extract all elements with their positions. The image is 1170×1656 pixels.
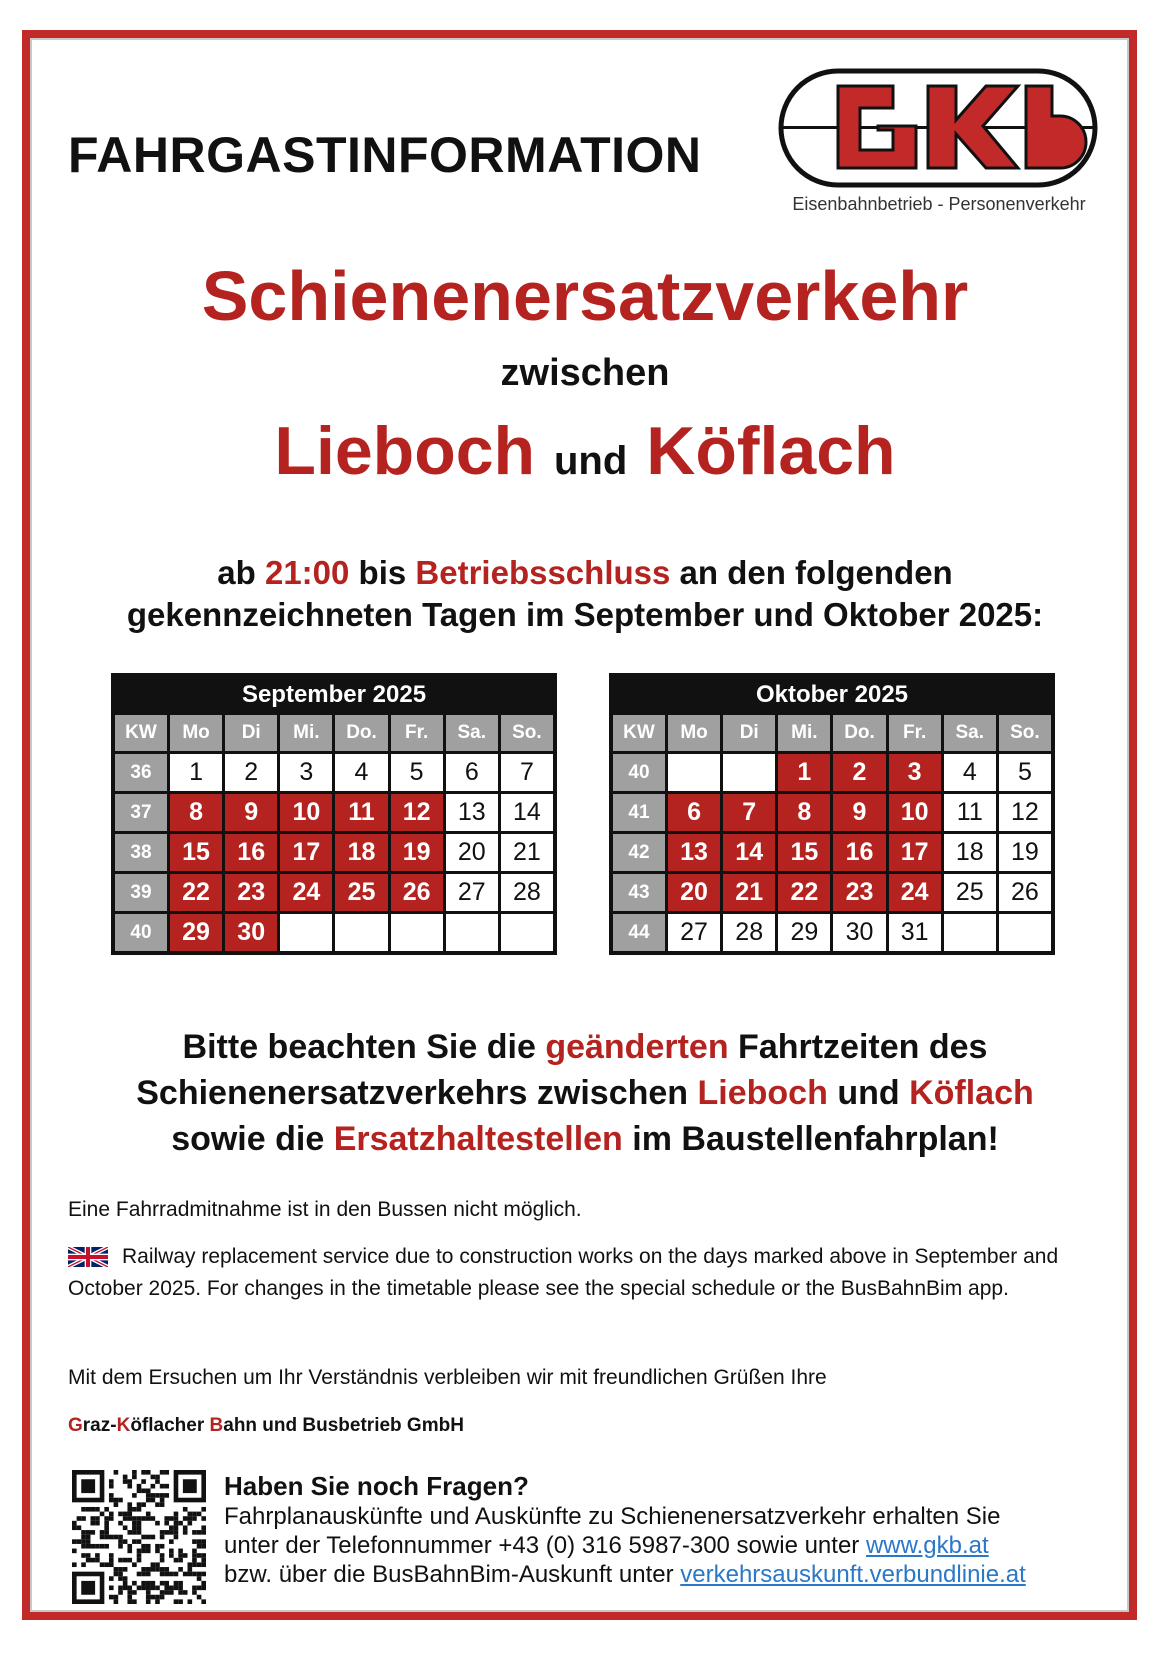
- gkb-link[interactable]: www.gkb.at: [865, 1532, 989, 1559]
- calendar-header-cell: Fr.: [391, 715, 443, 751]
- calendar-header-cell: Do.: [833, 715, 885, 751]
- calendar-day: 5: [999, 754, 1051, 791]
- calendar-day: 4: [335, 754, 387, 791]
- notice-text: [0, 1024, 1170, 1162]
- calendar-day: 31: [889, 914, 941, 951]
- qr-code-icon[interactable]: [72, 1470, 206, 1604]
- company-raz: raz-: [82, 1415, 117, 1436]
- calendar-day: 13: [446, 794, 498, 831]
- calendar-day: 28: [723, 914, 775, 951]
- calendar-day-marked: 18: [335, 834, 387, 871]
- contact-question: Haben Sie noch Fragen?: [224, 1471, 529, 1501]
- calendar-header-cell: KW: [115, 715, 167, 751]
- calendar-grid: [611, 715, 1053, 953]
- contact-block: [224, 1470, 1124, 1589]
- calendar-day: [944, 914, 996, 951]
- calendar-day-marked: 6: [668, 794, 720, 831]
- calendar-day: 12: [999, 794, 1051, 831]
- calendar-day-marked: 14: [723, 834, 775, 871]
- calendar-day-marked: 12: [391, 794, 443, 831]
- contact-line3: bzw. über die BusBahnBim-Auskunft unter: [224, 1561, 674, 1588]
- calendar-week-number: 39: [115, 874, 167, 911]
- logo-subtitle: Eisenbahnbetrieb - Personenverkehr: [792, 194, 1086, 214]
- calendar-day-marked: 29: [170, 914, 222, 951]
- calendar-day: 7: [501, 754, 553, 791]
- calendar-header-cell: Sa.: [446, 715, 498, 751]
- from-place: Lieboch: [274, 413, 536, 489]
- timing-ab: ab: [217, 554, 256, 591]
- headline-main: Schienenersatzverkehr: [201, 257, 969, 335]
- calendar-day: [723, 754, 775, 791]
- timing-time: 21:00: [264, 554, 350, 591]
- calendar-day: [501, 914, 553, 951]
- calendar-day: 2: [225, 754, 277, 791]
- calendar-day-marked: 9: [225, 794, 277, 831]
- calendar-day: 20: [446, 834, 498, 871]
- calendar-day-marked: 24: [280, 874, 332, 911]
- company-oflacher: öflacher: [130, 1415, 205, 1436]
- calendar-day-marked: 10: [889, 794, 941, 831]
- calendar-day: [999, 914, 1051, 951]
- headline-places: [0, 412, 1170, 490]
- company-g: G: [68, 1415, 83, 1436]
- calendar-day: [391, 914, 443, 951]
- notice-l1c: Fahrtzeiten des: [738, 1028, 988, 1066]
- calendar-day-marked: 3: [889, 754, 941, 791]
- calendar-header-cell: Mi.: [778, 715, 830, 751]
- calendar-header-cell: Mo: [170, 715, 222, 751]
- calendar-day: [668, 754, 720, 791]
- notice-l2b: Lieboch: [697, 1074, 828, 1112]
- calendar-day-marked: 9: [833, 794, 885, 831]
- calendar-title: Oktober 2025: [755, 681, 909, 708]
- calendar-day: 25: [944, 874, 996, 911]
- calendar-day-marked: 10: [280, 794, 332, 831]
- calendar-day-marked: 22: [778, 874, 830, 911]
- calendar-day-marked: 16: [225, 834, 277, 871]
- calendar-day: [335, 914, 387, 951]
- calendar-day: 4: [944, 754, 996, 791]
- calendar-day: 19: [999, 834, 1051, 871]
- calendar-day-marked: 23: [225, 874, 277, 911]
- calendar-day-marked: 17: [889, 834, 941, 871]
- timing-text: [0, 552, 1170, 636]
- calendar-title: September 2025: [241, 681, 427, 708]
- calendar-day-marked: 15: [778, 834, 830, 871]
- company-b: B: [209, 1415, 224, 1436]
- company-name: [68, 1415, 464, 1437]
- calendar-header-cell: Sa.: [944, 715, 996, 751]
- calendar-week-number: 40: [115, 914, 167, 951]
- contact-line1: Fahrplanauskünfte und Auskünfte zu Schienenersatzverkehr erhalten Sie: [224, 1503, 1001, 1530]
- calendar-day-marked: 22: [170, 874, 222, 911]
- calendar-day-marked: 24: [889, 874, 941, 911]
- notice-l2d: Köflach: [909, 1074, 1034, 1112]
- calendar-october: [609, 673, 1055, 955]
- calendar-header-cell: Mi.: [280, 715, 332, 751]
- calendar-header-cell: Do.: [335, 715, 387, 751]
- calendar-day-marked: 17: [280, 834, 332, 871]
- calendar-day-marked: 26: [391, 874, 443, 911]
- calendar-week-number: 41: [613, 794, 665, 831]
- notice-l3c: im Baustellenfahrplan!: [632, 1120, 999, 1158]
- timing-bis: bis: [358, 554, 407, 591]
- notice-l1a: Bitte beachten Sie die: [182, 1028, 536, 1066]
- calendar-day-marked: 23: [833, 874, 885, 911]
- verbundlinie-link[interactable]: verkehrsauskunft.verbundlinie.at: [680, 1561, 1026, 1588]
- calendar-day-marked: 19: [391, 834, 443, 871]
- calendar-day: [280, 914, 332, 951]
- calendar-day: 18: [944, 834, 996, 871]
- calendar-day-marked: 21: [723, 874, 775, 911]
- calendar-week-number: 38: [115, 834, 167, 871]
- calendar-grid: [113, 715, 555, 953]
- calendar-day-marked: 8: [778, 794, 830, 831]
- calendar-week-number: 36: [115, 754, 167, 791]
- calendar-header-cell: So.: [999, 715, 1051, 751]
- calendar-day: 3: [280, 754, 332, 791]
- calendar-header-cell: Di: [225, 715, 277, 751]
- timing-until: Betriebsschluss: [415, 554, 671, 591]
- headline-between: zwischen: [500, 352, 670, 394]
- calendar-day: 27: [668, 914, 720, 951]
- notice-l3a: sowie die: [171, 1120, 325, 1158]
- notice-l3b: Ersatzhaltestellen: [333, 1120, 623, 1158]
- calendar-day-marked: 11: [335, 794, 387, 831]
- calendar-day-marked: 30: [225, 914, 277, 951]
- timing-line2: gekennzeichneten Tagen im September und Oktober 2025:: [126, 596, 1044, 633]
- calendar-september: [111, 673, 557, 955]
- calendar-day: [446, 914, 498, 951]
- calendar-header-cell: Di: [723, 715, 775, 751]
- calendar-day: 5: [391, 754, 443, 791]
- notice-l2c: und: [837, 1074, 900, 1112]
- calendar-day-marked: 13: [668, 834, 720, 871]
- calendar-week-number: 44: [613, 914, 665, 951]
- calendar-week-number: 42: [613, 834, 665, 871]
- calendar-day: 28: [501, 874, 553, 911]
- bike-note: Eine Fahrradmitnahme ist in den Bussen nicht möglich.: [68, 1198, 582, 1221]
- calendar-day: 11: [944, 794, 996, 831]
- calendar-day-marked: 8: [170, 794, 222, 831]
- contact-line2-wrap: [224, 1531, 1124, 1560]
- calendar-day: 27: [446, 874, 498, 911]
- timing-rest: an den folgenden: [679, 554, 953, 591]
- calendar-week-number: 40: [613, 754, 665, 791]
- and-word: und: [554, 439, 628, 483]
- calendar-week-number: 43: [613, 874, 665, 911]
- company-rest: ahn und Busbetrieb GmbH: [223, 1415, 464, 1436]
- uk-flag-icon: [68, 1247, 108, 1267]
- calendar-day-marked: 25: [335, 874, 387, 911]
- contact-line3-wrap: [224, 1560, 1124, 1589]
- company-k: K: [116, 1415, 131, 1436]
- to-place: Köflach: [646, 413, 896, 489]
- calendar-week-number: 37: [115, 794, 167, 831]
- calendar-day-marked: 1: [778, 754, 830, 791]
- calendar-day-marked: 16: [833, 834, 885, 871]
- calendar-day: 21: [501, 834, 553, 871]
- gkb-logo-icon: [778, 68, 1098, 188]
- calendar-day: 14: [501, 794, 553, 831]
- calendar-day-marked: 20: [668, 874, 720, 911]
- calendar-header-cell: Fr.: [889, 715, 941, 751]
- calendar-day: 26: [999, 874, 1051, 911]
- calendar-day: 1: [170, 754, 222, 791]
- calendar-day-marked: 15: [170, 834, 222, 871]
- calendar-header-cell: KW: [613, 715, 665, 751]
- english-note-block: [68, 1241, 1078, 1305]
- calendar-day: 6: [446, 754, 498, 791]
- calendar-day-marked: 7: [723, 794, 775, 831]
- english-note: Railway replacement service due to construction works on the days marked above in September and October 2025. For changes in the timetable please see the special schedule or the BusBahnBim app.: [68, 1245, 1059, 1300]
- calendar-day: 29: [778, 914, 830, 951]
- page-title: FAHRGASTINFORMATION: [68, 127, 702, 183]
- calendar-header-cell: Mo: [668, 715, 720, 751]
- calendar-day: 30: [833, 914, 885, 951]
- notice-l2a: Schienenersatzverkehrs zwischen: [136, 1074, 689, 1112]
- calendar-header-cell: So.: [501, 715, 553, 751]
- contact-line2: unter der Telefonnummer +43 (0) 316 5987-300 sowie unter: [224, 1532, 860, 1559]
- closing-text: Mit dem Ersuchen um Ihr Verständnis verbleiben wir mit freundlichen Grüßen Ihre: [68, 1366, 827, 1389]
- notice-l1b: geänderten: [545, 1028, 729, 1066]
- calendar-day-marked: 2: [833, 754, 885, 791]
